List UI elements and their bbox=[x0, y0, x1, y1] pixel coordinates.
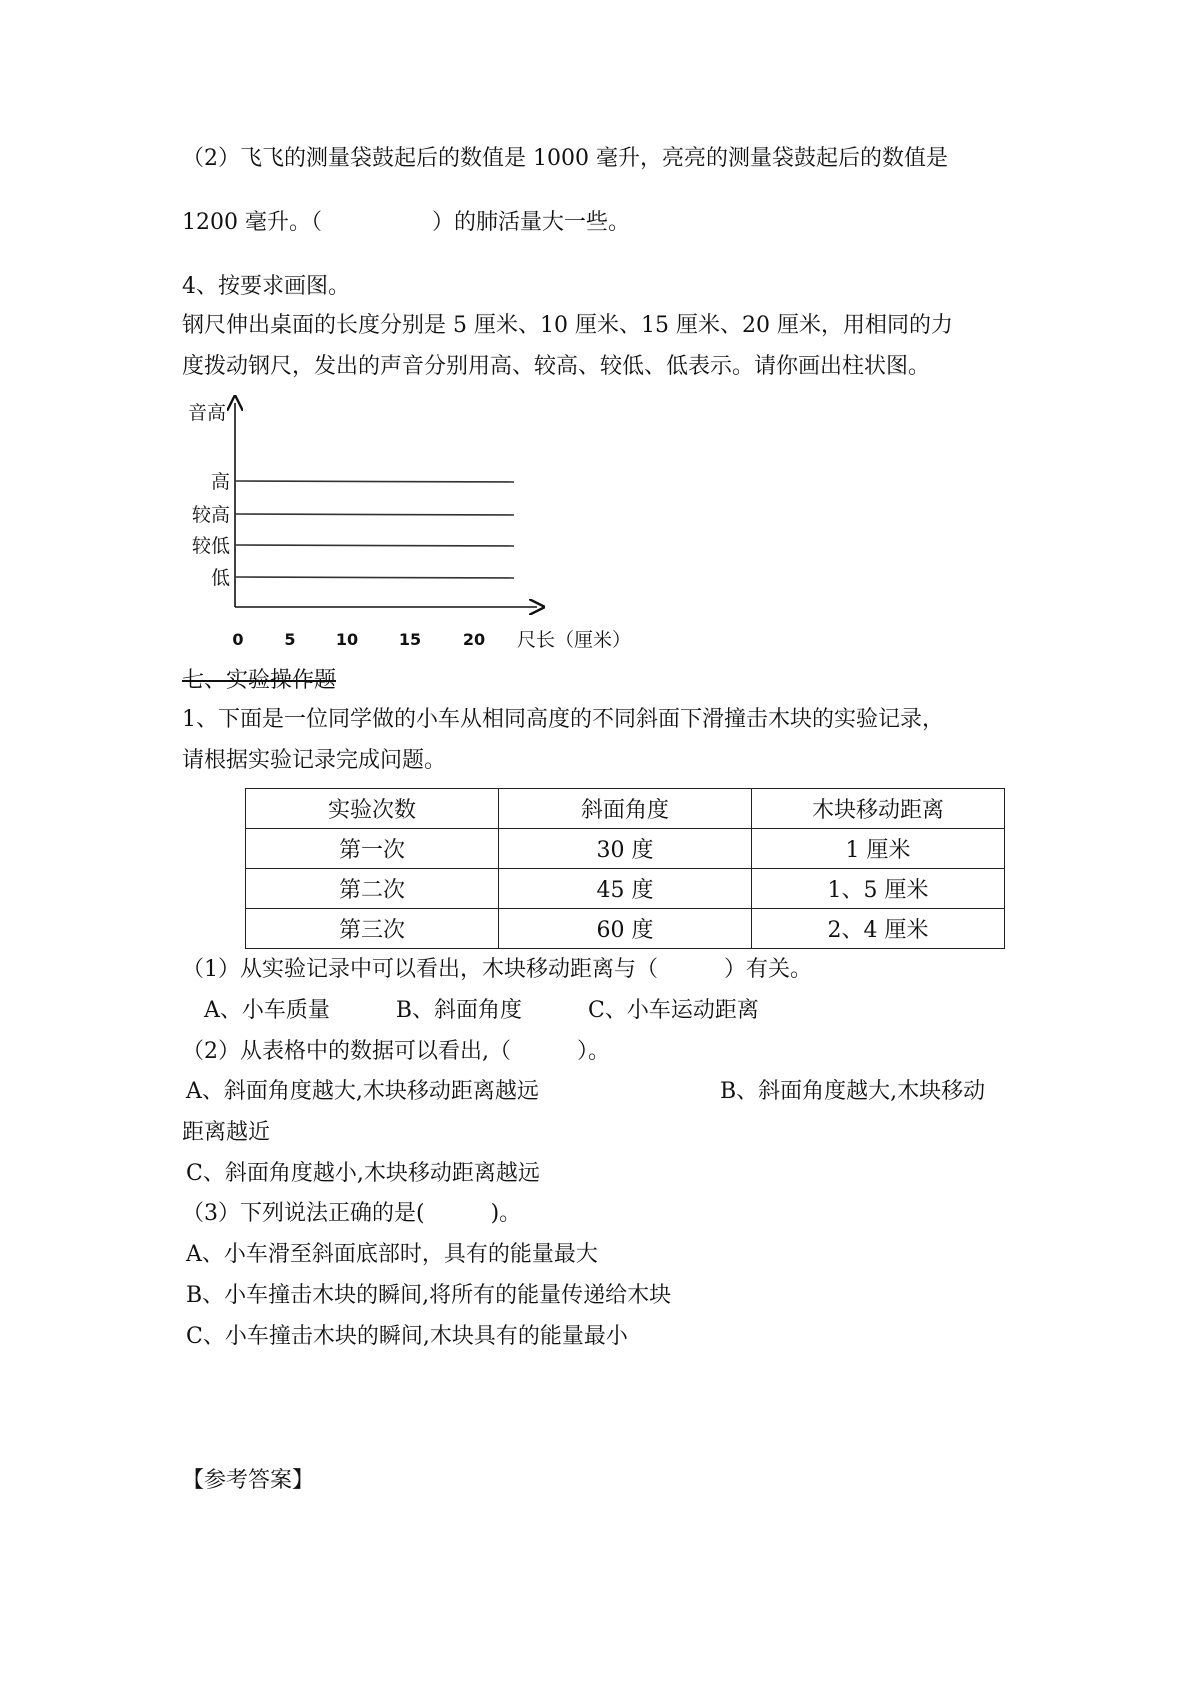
table-cell: 第一次 bbox=[246, 829, 499, 869]
level-line bbox=[235, 514, 514, 515]
question-2: （2）从表格中的数据可以看出,（ ）。 bbox=[182, 1039, 610, 1064]
question-3-option-b: B、小车撞击木块的瞬间,将所有的能量传递给木块 bbox=[186, 1283, 672, 1308]
q4-title: 4、按要求画图。 bbox=[182, 274, 350, 299]
question-2-option-b-cont: 距离越近 bbox=[182, 1120, 271, 1145]
experiment-1-line-2: 请根据实验记录完成问题。 bbox=[182, 748, 447, 773]
table-cell: 45 度 bbox=[499, 869, 752, 909]
question-2-option-a: A、斜面角度越大,木块移动距离越远 bbox=[186, 1079, 539, 1104]
table-cell: 第二次 bbox=[246, 869, 499, 909]
question-2-option-c: C、斜面角度越小,木块移动距离越远 bbox=[186, 1161, 540, 1186]
y-axis-label: 音高 bbox=[188, 402, 227, 424]
question-3-option-c: C、小车撞击木块的瞬间,木块具有的能量最小 bbox=[186, 1324, 628, 1349]
x-tick-label: 0 bbox=[232, 630, 244, 649]
q2-line-2: 1200 毫升。（ ）的肺活量大一些。 bbox=[182, 210, 630, 235]
table-header-row bbox=[246, 789, 1005, 829]
x-tick-label: 20 bbox=[462, 630, 486, 649]
level-line bbox=[235, 577, 514, 578]
experiment-1-line-1: 1、下面是一位同学做的小车从相同高度的不同斜面下滑撞击木块的实验记录， bbox=[182, 707, 944, 732]
table-cell: 2、4 厘米 bbox=[752, 909, 1005, 949]
table-cell: 1 厘米 bbox=[752, 829, 1005, 869]
table-cell: 第三次 bbox=[246, 909, 499, 949]
q4-paragraph-1: 钢尺伸出桌面的长度分别是 5 厘米、10 厘米、15 厘米、20 厘米，用相同的力 bbox=[182, 313, 953, 338]
y-level-label: 高 bbox=[210, 471, 230, 493]
q4-paragraph-2: 度拨动钢尺，发出的声音分别用高、较高、较低、低表示。请你画出柱状图。 bbox=[182, 354, 931, 379]
question-2-option-b: B、斜面角度越大,木块移动 bbox=[720, 1079, 986, 1104]
x-axis-label: 尺长（厘米） bbox=[517, 629, 632, 651]
reference-answer-heading: 【参考答案】 bbox=[182, 1468, 315, 1493]
table-row bbox=[246, 909, 1005, 949]
question-1-options: A、小车质量 B、斜面角度 C、小车运动距离 bbox=[204, 998, 759, 1023]
table-cell: 30 度 bbox=[499, 829, 752, 869]
table-row bbox=[246, 829, 1005, 869]
level-line bbox=[235, 545, 514, 546]
pitch-bar-chart bbox=[182, 395, 642, 660]
x-tick-label: 5 bbox=[284, 630, 296, 649]
question-3-option-a: A、小车滑至斜面底部时，具有的能量最大 bbox=[186, 1242, 598, 1267]
table-cell: 60 度 bbox=[499, 909, 752, 949]
y-level-label: 低 bbox=[210, 567, 230, 589]
question-1: （1）从实验记录中可以看出，木块移动距离与（ ）有关。 bbox=[182, 957, 812, 982]
x-tick-label: 15 bbox=[398, 630, 422, 649]
y-level-label: 较低 bbox=[191, 535, 230, 557]
level-line bbox=[235, 481, 514, 482]
table-header: 木块移动距离 bbox=[752, 789, 1005, 829]
y-level-label: 较高 bbox=[191, 504, 230, 526]
q2-line-1: （2）飞飞的测量袋鼓起后的数值是 1000 毫升，亮亮的测量袋鼓起后的数值是 bbox=[182, 146, 948, 171]
experiment-record-table bbox=[245, 788, 1005, 949]
x-tick-label: 10 bbox=[335, 630, 359, 649]
table-header: 斜面角度 bbox=[499, 789, 752, 829]
table-cell: 1、5 厘米 bbox=[752, 869, 1005, 909]
table-header: 实验次数 bbox=[246, 789, 499, 829]
question-3: （3）下列说法正确的是( )。 bbox=[182, 1201, 522, 1226]
table-row bbox=[246, 869, 1005, 909]
section-7-title: 七、实验操作题 bbox=[182, 668, 337, 693]
